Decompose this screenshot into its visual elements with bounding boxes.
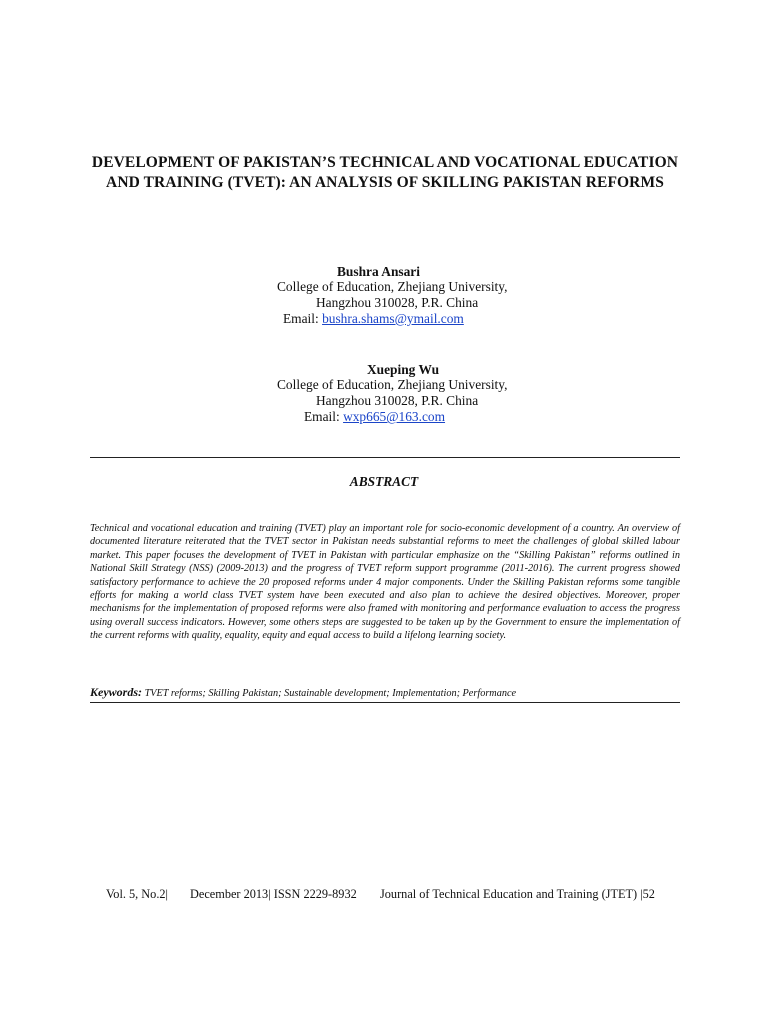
abstract-heading: ABSTRACT xyxy=(349,474,419,489)
author-email-line xyxy=(304,408,445,425)
paper-title: DEVELOPMENT OF PAKISTAN’S TECHNICAL AND VOCATIONAL EDUCATION AND TRAINING (TVET): AN ANALYSIS OF SKILLING PAKISTAN REFORMS xyxy=(91,154,679,191)
divider-bottom xyxy=(90,702,680,703)
email-label: Email: xyxy=(304,409,344,424)
email-link[interactable]: bushra.shams@ymail.com xyxy=(322,311,464,326)
footer-date-issn: December 2013| ISSN 2229-8932 xyxy=(190,887,357,901)
footer-volume: Vol. 5, No.2| xyxy=(106,887,169,901)
divider-top xyxy=(90,457,680,458)
keywords-line xyxy=(90,686,680,700)
email-label: Email: xyxy=(283,311,323,326)
author-name: Bushra Ansari xyxy=(337,264,420,279)
author-email-line xyxy=(283,310,464,327)
author-address: Hangzhou 310028, P.R. China xyxy=(316,393,479,408)
author-address: Hangzhou 310028, P.R. China xyxy=(316,295,479,310)
email-link[interactable]: wxp665@163.com xyxy=(343,409,446,424)
author-name: Xueping Wu xyxy=(367,362,440,377)
author-affiliation: College of Education, Zhejiang University, xyxy=(277,279,508,294)
abstract-text: Technical and vocational education and training (TVET) play an important role for socio-economic development of a country. An overview of documented literature reiterated that the TVET sector in Pakistan needs substantial reforms to meet the challenges of global skilled labour market. This paper focuses the development of TVET in Pakistan with particular emphasize on the “Skilling Pakistan” reforms outlined in National Skill Strategy (NSS) (2009-2013) and the progress of TVET reform support programme (2011-2016). The current progress showed satisfactory performance to achieve the 20 proposed reforms under 4 major components. Under the Skilling Pakistan reforms some tangible efforts for making a world class TVET system have been executed and also plan to achieve the desired objectives. Moreover, proper mechanisms for the implementation of proposed reforms were also framed with monitoring and performance evaluation to access the progress using overall success indicators. However, some others steps are suggested to be taken up by the Government to ensure the implementation of the current reforms with quality, equality, equity and equal access to build a lifelong learning society. xyxy=(90,523,680,642)
keywords-text: TVET reforms; Skilling Pakistan; Sustainable development; Implementation; Performance xyxy=(142,688,517,699)
author-affiliation: College of Education, Zhejiang University, xyxy=(277,377,508,392)
footer-journal-page: Journal of Technical Education and Training (JTET) |52 xyxy=(380,887,655,901)
keywords-label: Keywords: xyxy=(90,685,142,699)
